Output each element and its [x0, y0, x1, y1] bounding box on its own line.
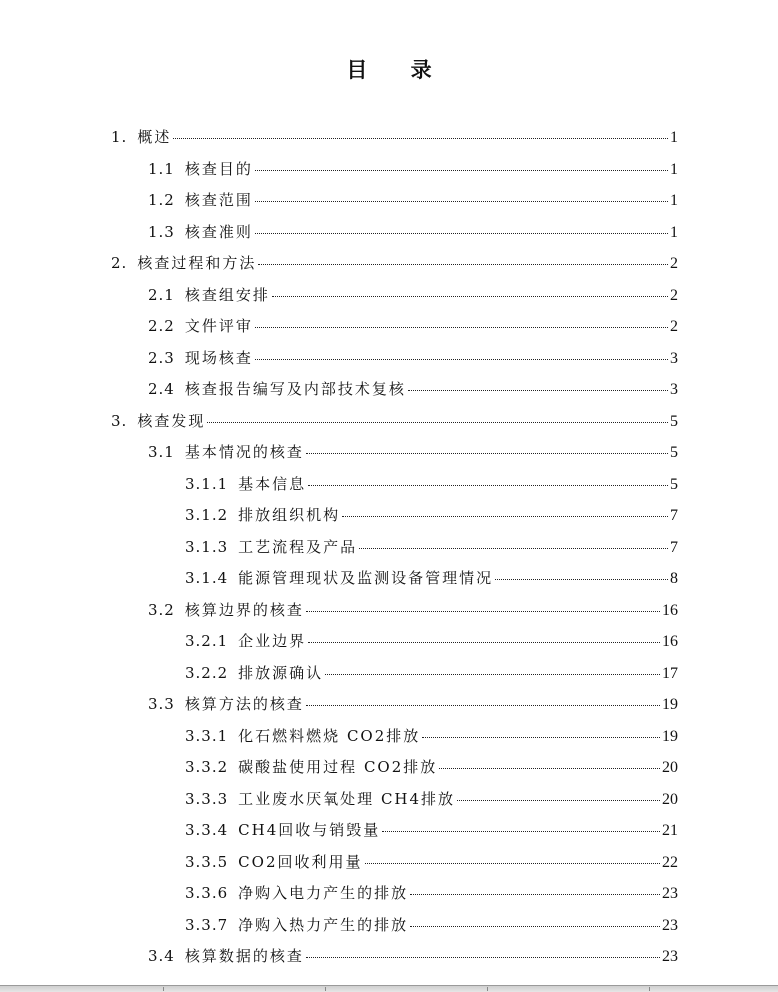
toc-entry[interactable]: [185, 878, 678, 908]
toc-entry[interactable]: [185, 626, 678, 656]
toc-dot-leader: [255, 201, 668, 202]
toc-title: 目 录: [346, 58, 450, 82]
toc-entry[interactable]: [111, 406, 678, 436]
toc-entry-page: 22: [662, 853, 678, 871]
toc-entry-number: 3.1.1: [185, 474, 229, 493]
toc-dot-leader: [306, 611, 660, 612]
toc-dot-leader: [255, 327, 668, 328]
toc-entry-title: 核算方法的核查: [184, 695, 304, 713]
toc-dot-leader: [207, 422, 668, 423]
toc-entry[interactable]: [185, 784, 678, 814]
toc-entry[interactable]: [148, 343, 678, 373]
toc-entry-title: 排放组织机构: [238, 506, 341, 524]
toc-entry-page: 23: [662, 948, 678, 965]
toc-entry[interactable]: [185, 469, 678, 499]
toc-entry[interactable]: [148, 311, 678, 341]
toc-dot-leader: [410, 894, 660, 895]
toc-entry[interactable]: [185, 910, 678, 940]
toc-entry-title: 核查组安排: [184, 285, 270, 304]
toc-dot-leader: [308, 485, 668, 486]
toc-entry[interactable]: [185, 563, 678, 593]
toc-entry-number: 1.: [111, 128, 128, 146]
toc-entry-page: 2: [670, 255, 678, 272]
toc-entry-title: 基本信息: [238, 474, 307, 493]
toc-entry-page: 16: [662, 601, 678, 619]
toc-entry-number: 2.: [111, 254, 128, 272]
toc-entry-page: 20: [662, 759, 678, 776]
toc-entry-page: 5: [670, 475, 678, 493]
toc-entry-number: 3.2.1: [185, 632, 229, 650]
toc-entry[interactable]: [148, 595, 678, 625]
toc-entry-title: 核查准则: [184, 222, 253, 241]
toc-entry-page: 23: [662, 885, 678, 902]
toc-dot-leader: [308, 642, 660, 643]
toc-entry-title: 核算边界的核查: [184, 600, 304, 619]
toc-entry-page: 20: [662, 790, 678, 808]
toc-entry-number: 3.3.4: [185, 821, 229, 839]
toc-entry[interactable]: [185, 847, 678, 877]
toc-dot-leader: [306, 957, 660, 958]
toc-entry-number: 3.3: [148, 695, 175, 713]
toc-entry-number: 3.3.1: [185, 726, 229, 745]
toc-entry-title: 核查报告编写及内部技术复核: [184, 380, 406, 398]
toc-entry-page: 8: [670, 570, 678, 587]
toc-entry[interactable]: [148, 374, 678, 404]
toc-entry-number: 1.1: [148, 159, 175, 178]
toc-entry-page: 1: [670, 160, 678, 178]
toc-entry-number: 3.3.2: [185, 758, 229, 776]
toc-entry-title: 概述: [137, 128, 172, 146]
toc-entry-number: 3.1: [148, 443, 175, 461]
toc-entry-title: 核算数据的核查: [184, 947, 304, 965]
toc-entry[interactable]: [185, 500, 678, 530]
toc-dot-leader: [359, 548, 668, 549]
toc-entry-page: 21: [662, 822, 678, 839]
toc-dot-leader: [255, 233, 668, 234]
toc-entry-title: 核查目的: [184, 159, 253, 178]
toc-entry-page: 1: [670, 223, 678, 241]
toc-entry-page: 19: [662, 696, 678, 713]
toc-dot-leader: [422, 737, 660, 738]
toc-entry-page: 3: [670, 381, 678, 398]
toc-entry-title: 核查范围: [184, 191, 253, 209]
toc-dot-leader: [457, 800, 660, 801]
toc-entry[interactable]: [148, 941, 678, 971]
toc-dot-leader: [410, 926, 660, 927]
toc-entry-number: 3.: [111, 411, 128, 430]
toc-dot-leader: [382, 831, 660, 832]
toc-dot-leader: [325, 674, 660, 675]
toc-dot-leader: [408, 390, 668, 391]
toc-entry-title: 能源管理现状及监测设备管理情况: [238, 569, 494, 587]
toc-entry-page: 7: [670, 507, 678, 524]
toc-entry-number: 2.3: [148, 348, 175, 367]
toc-dot-leader: [495, 579, 668, 580]
toc-entry-page: 1: [670, 129, 678, 146]
toc-entry[interactable]: [185, 815, 678, 845]
toc-entry-number: 3.3.7: [185, 915, 229, 934]
toc-entry-number: 3.3.6: [185, 884, 229, 902]
toc-entry[interactable]: [148, 154, 678, 184]
toc-entry[interactable]: [185, 752, 678, 782]
toc-entry-page: 1: [670, 192, 678, 209]
toc-entry-number: 1.2: [148, 191, 175, 209]
toc-dot-leader: [255, 170, 668, 171]
toc-entry-page: 7: [670, 538, 678, 556]
toc-dot-leader: [306, 453, 668, 454]
toc-dot-leader: [258, 264, 668, 265]
toc-entry-title: 化石燃料燃烧 CO2排放: [238, 726, 421, 745]
toc-entry[interactable]: [185, 721, 678, 751]
toc-entry-page: 5: [670, 412, 678, 430]
toc-entry-title: CH4回收与销毁量: [238, 821, 381, 839]
toc-entry-title: 基本情况的核查: [184, 443, 304, 461]
toc-entry-title: 核查发现: [137, 411, 206, 430]
toc-entry-title: 企业边界: [238, 632, 307, 650]
toc-dot-leader: [255, 359, 668, 360]
toc-entry-number: 3.3.3: [185, 789, 229, 808]
toc-entry-page: 2: [670, 318, 678, 335]
toc-entry-number: 3.4: [148, 947, 175, 965]
toc-entry-title: 核查过程和方法: [137, 254, 257, 272]
toc-entry[interactable]: [148, 437, 678, 467]
toc-entry-number: 3.1.4: [185, 569, 229, 587]
toc-entry-title: 碳酸盐使用过程 CO2排放: [238, 758, 438, 776]
toc-entry-number: 2.2: [148, 317, 175, 335]
toc-entry-title: 净购入热力产生的排放: [238, 915, 409, 934]
toc-dot-leader: [365, 863, 661, 864]
toc-entry-number: 3.2.2: [185, 663, 229, 682]
toc-entry-page: 16: [662, 633, 678, 650]
toc-entry-page: 17: [662, 664, 678, 682]
toc-dot-leader: [306, 705, 660, 706]
toc-entry-page: 5: [670, 444, 678, 461]
toc-entry-number: 2.4: [148, 380, 175, 398]
toc-entry-page: 23: [662, 916, 678, 934]
toc-entry-number: 2.1: [148, 285, 175, 304]
toc-entry-number: 3.2: [148, 600, 175, 619]
toc-entry-page: 3: [670, 349, 678, 367]
toc-entry-title: 工业废水厌氧处理 CH4排放: [238, 789, 456, 808]
toc-entry-number: 3.3.5: [185, 852, 229, 871]
toc-entry[interactable]: [148, 280, 678, 310]
toc-dot-leader: [342, 516, 668, 517]
toc-entry-page: 2: [670, 286, 678, 304]
toc-entry-title: CO2回收利用量: [238, 852, 363, 871]
toc-entry-page: 19: [662, 727, 678, 745]
toc-entry[interactable]: [111, 248, 678, 278]
toc-entry[interactable]: [148, 689, 678, 719]
toc-entry-title: 文件评审: [184, 317, 253, 335]
toc-entry[interactable]: [148, 185, 678, 215]
toc-entry-number: 1.3: [148, 222, 175, 241]
toc-entry-number: 3.1.3: [185, 537, 229, 556]
toc-entry-title: 现场核查: [184, 348, 253, 367]
toc-dot-leader: [173, 138, 668, 139]
toc-entry-number: 3.1.2: [185, 506, 229, 524]
toc-entry-title: 净购入电力产生的排放: [238, 884, 409, 902]
toc-entry[interactable]: [111, 122, 678, 152]
toc-entry[interactable]: [185, 532, 678, 562]
toc-entry-title: 工艺流程及产品: [238, 537, 358, 556]
toc-entry[interactable]: [148, 217, 678, 247]
toc-dot-leader: [439, 768, 660, 769]
toc-dot-leader: [272, 296, 668, 297]
toc-entry[interactable]: [185, 658, 678, 688]
toc-entry-title: 排放源确认: [238, 663, 324, 682]
